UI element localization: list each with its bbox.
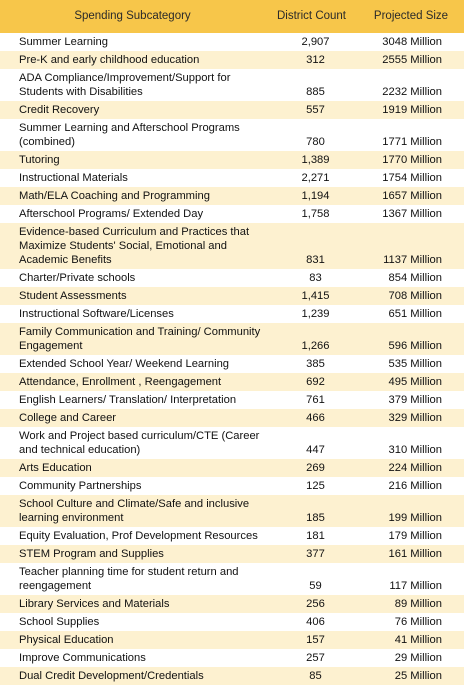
projected-size-cell: 3048 Million — [358, 33, 464, 51]
district-count-cell: 125 — [265, 477, 358, 495]
district-count-cell: 466 — [265, 409, 358, 427]
table-row — [0, 355, 464, 373]
subcategory-cell: Evidence-based Curriculum and Practices that Maximize Students' Social, Emotional and Academic Benefits — [0, 223, 265, 269]
subcategory-cell: Charter/Private schools — [0, 269, 265, 287]
table-row — [0, 51, 464, 69]
district-count-cell: 256 — [265, 595, 358, 613]
table-row — [0, 667, 464, 685]
district-count-cell: 83 — [265, 269, 358, 287]
table-row — [0, 649, 464, 667]
subcategory-cell: Improve Communications — [0, 649, 265, 667]
projected-size-cell: 89 Million — [358, 595, 464, 613]
district-count-cell: 2,271 — [265, 169, 358, 187]
table-header — [0, 0, 464, 33]
table-row — [0, 427, 464, 459]
projected-size-cell: 2555 Million — [358, 51, 464, 69]
subcategory-cell: Student Assessments — [0, 287, 265, 305]
district-count-cell: 385 — [265, 355, 358, 373]
table-row — [0, 527, 464, 545]
subcategory-cell: Physical Education — [0, 631, 265, 649]
subcategory-cell: Community Partnerships — [0, 477, 265, 495]
subcategory-cell: Dual Credit Development/Credentials — [0, 667, 265, 685]
table-row — [0, 563, 464, 595]
district-count-cell: 59 — [265, 563, 358, 595]
subcategory-cell: Family Communication and Training/ Community Engagement — [0, 323, 265, 355]
district-count-cell: 831 — [265, 223, 358, 269]
subcategory-cell: Extended School Year/ Weekend Learning — [0, 355, 265, 373]
projected-size-cell: 495 Million — [358, 373, 464, 391]
projected-size-cell: 41 Million — [358, 631, 464, 649]
subcategory-cell: Afterschool Programs/ Extended Day — [0, 205, 265, 223]
district-count-cell: 185 — [265, 495, 358, 527]
subcategory-cell: School Supplies — [0, 613, 265, 631]
table-row — [0, 187, 464, 205]
projected-size-cell: 161 Million — [358, 545, 464, 563]
subcategory-cell: College and Career — [0, 409, 265, 427]
table-row — [0, 269, 464, 287]
table-row — [0, 205, 464, 223]
district-count-cell: 312 — [265, 51, 358, 69]
projected-size-cell: 535 Million — [358, 355, 464, 373]
district-count-cell: 269 — [265, 459, 358, 477]
district-count-cell: 692 — [265, 373, 358, 391]
district-count-cell: 1,266 — [265, 323, 358, 355]
projected-size-cell: 379 Million — [358, 391, 464, 409]
table-row — [0, 495, 464, 527]
projected-size-cell: 2232 Million — [358, 69, 464, 101]
table-row — [0, 69, 464, 101]
projected-size-cell: 1771 Million — [358, 119, 464, 151]
table-row — [0, 223, 464, 269]
subcategory-cell: Tutoring — [0, 151, 265, 169]
table-row — [0, 169, 464, 187]
table-row — [0, 459, 464, 477]
projected-size-cell: 708 Million — [358, 287, 464, 305]
table-row — [0, 101, 464, 119]
district-count-cell: 257 — [265, 649, 358, 667]
table-row — [0, 545, 464, 563]
district-count-cell: 761 — [265, 391, 358, 409]
table-row — [0, 151, 464, 169]
table-row — [0, 287, 464, 305]
district-count-cell: 157 — [265, 631, 358, 649]
subcategory-cell: Arts Education — [0, 459, 265, 477]
projected-size-cell: 1657 Million — [358, 187, 464, 205]
district-count-cell: 885 — [265, 69, 358, 101]
district-count-cell: 2,907 — [265, 33, 358, 51]
table-row — [0, 595, 464, 613]
projected-size-cell: 117 Million — [358, 563, 464, 595]
projected-size-cell: 199 Million — [358, 495, 464, 527]
table-row — [0, 613, 464, 631]
table-row — [0, 305, 464, 323]
subcategory-cell: English Learners/ Translation/ Interpretation — [0, 391, 265, 409]
table-row — [0, 33, 464, 51]
subcategory-cell: Summer Learning and Afterschool Programs (combined) — [0, 119, 265, 151]
table-row — [0, 119, 464, 151]
district-count-cell: 1,758 — [265, 205, 358, 223]
header-district-count: District Count — [265, 0, 358, 33]
district-count-cell: 1,389 — [265, 151, 358, 169]
table-row — [0, 477, 464, 495]
projected-size-cell: 1919 Million — [358, 101, 464, 119]
projected-size-cell: 854 Million — [358, 269, 464, 287]
subcategory-cell: Math/ELA Coaching and Programming — [0, 187, 265, 205]
header-projected-size: Projected Size — [358, 0, 464, 33]
subcategory-cell: Teacher planning time for student return and reengagement — [0, 563, 265, 595]
subcategory-cell: Pre-K and early childhood education — [0, 51, 265, 69]
district-count-cell: 557 — [265, 101, 358, 119]
projected-size-cell: 1754 Million — [358, 169, 464, 187]
subcategory-cell: Instructional Materials — [0, 169, 265, 187]
district-count-cell: 1,239 — [265, 305, 358, 323]
district-count-cell: 1,194 — [265, 187, 358, 205]
table-row — [0, 391, 464, 409]
district-count-cell: 1,415 — [265, 287, 358, 305]
subcategory-cell: Equity Evaluation, Prof Development Resources — [0, 527, 265, 545]
subcategory-cell: School Culture and Climate/Safe and inclusive learning environment — [0, 495, 265, 527]
table-row — [0, 631, 464, 649]
subcategory-cell: Work and Project based curriculum/CTE (Career and technical education) — [0, 427, 265, 459]
table-row — [0, 373, 464, 391]
projected-size-cell: 216 Million — [358, 477, 464, 495]
district-count-cell: 377 — [265, 545, 358, 563]
projected-size-cell: 329 Million — [358, 409, 464, 427]
projected-size-cell: 76 Million — [358, 613, 464, 631]
header-spending-subcategory: Spending Subcategory — [0, 0, 265, 33]
subcategory-cell: Library Services and Materials — [0, 595, 265, 613]
projected-size-cell: 310 Million — [358, 427, 464, 459]
table-body — [0, 33, 464, 685]
table-row — [0, 323, 464, 355]
projected-size-cell: 596 Million — [358, 323, 464, 355]
table-row — [0, 409, 464, 427]
subcategory-cell: ADA Compliance/Improvement/Support for Students with Disabilities — [0, 69, 265, 101]
district-count-cell: 447 — [265, 427, 358, 459]
district-count-cell: 406 — [265, 613, 358, 631]
projected-size-cell: 224 Million — [358, 459, 464, 477]
district-count-cell: 85 — [265, 667, 358, 685]
subcategory-cell: STEM Program and Supplies — [0, 545, 265, 563]
header-row — [0, 0, 464, 33]
district-count-cell: 780 — [265, 119, 358, 151]
district-count-cell: 181 — [265, 527, 358, 545]
subcategory-cell: Instructional Software/Licenses — [0, 305, 265, 323]
subcategory-cell: Credit Recovery — [0, 101, 265, 119]
subcategory-cell: Attendance, Enrollment , Reengagement — [0, 373, 265, 391]
projected-size-cell: 1367 Million — [358, 205, 464, 223]
projected-size-cell: 651 Million — [358, 305, 464, 323]
projected-size-cell: 29 Million — [358, 649, 464, 667]
projected-size-cell: 1137 Million — [358, 223, 464, 269]
projected-size-cell: 179 Million — [358, 527, 464, 545]
subcategory-cell: Summer Learning — [0, 33, 265, 51]
projected-size-cell: 1770 Million — [358, 151, 464, 169]
projected-size-cell: 25 Million — [358, 667, 464, 685]
